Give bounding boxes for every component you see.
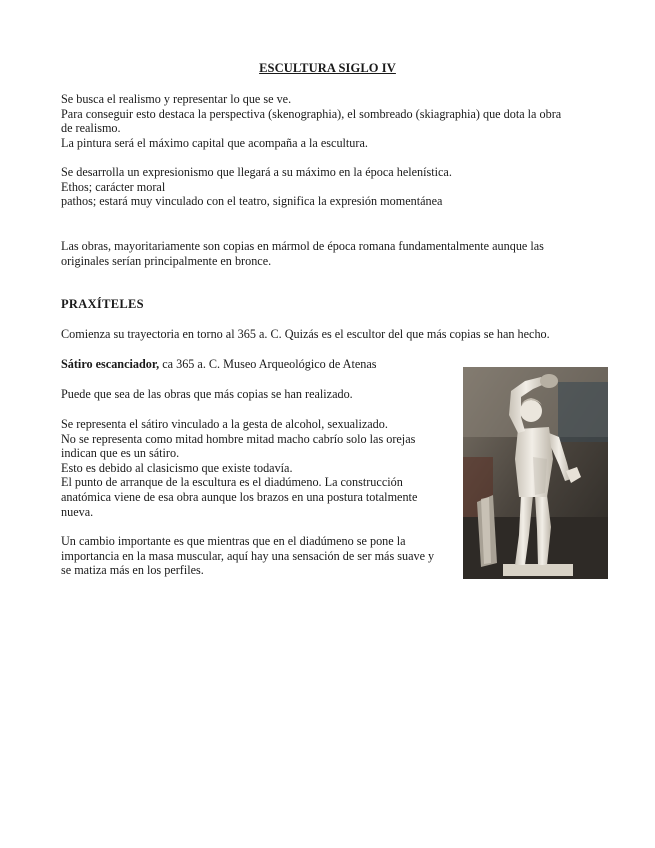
satyr-line: anatómica viene de esa obra aunque los brazos en una postura totalmente [61,489,418,504]
satyr-line: indican que es un sátiro. [61,446,180,461]
expression-paragraph [61,165,601,209]
copies-line: Las obras, mayoritariamente son copias en mármol de época romana fundamentalmente aunque las [61,239,544,253]
praxiteles-intro [61,327,601,342]
expression-line: pathos; estará muy vinculado con el teatro, significa la expresión momentánea [61,194,443,209]
expression-line: Se desarrolla un expresionismo que llegará a su máximo en la época helenística. [61,165,452,179]
copies-note-text: Puede que sea de las obras que más copias se han realizado. [61,387,353,401]
change-line: se matiza más en los perfiles. [61,563,204,578]
satyr-line: nueva. [61,504,94,519]
praxiteles-intro-text: Comienza su trayectoria en torno al 365 a. C. Quizás es el escultor del que más copias se han hecho. [61,327,550,341]
copies-line: originales serían principalmente en bronce. [61,253,272,268]
satyr-paragraph [61,417,461,519]
section-heading: PRAXÍTELES [61,297,144,311]
satyr-statue-photo [463,367,608,579]
change-line: importancia en la masa muscular, aquí hay una sensación de ser más suave y [61,548,435,563]
satyr-line: Esto es debido al clasicismo que existe todavía. [61,460,293,475]
change-paragraph [61,534,461,578]
work-name: Sátiro escanciador, [61,357,160,371]
document-title: ESCULTURA SIGLO IV [259,61,396,75]
intro-paragraph [61,92,601,150]
work-details: ca 365 a. C. Museo Arqueológico de Atenas [159,357,377,371]
change-line: Un cambio importante es que mientras que en el diadúmeno se pone la [61,534,406,548]
satyr-line: Se representa el sátiro vinculado a la gesta de alcohol, sexualizado. [61,417,388,431]
satyr-line: El punto de arranque de la escultura es el diadúmeno. La construcción [61,475,403,490]
intro-line: de realismo. [61,121,121,136]
intro-line: Se busca el realismo y representar lo que se ve. [61,92,292,106]
intro-line: Para conseguir esto destaca la perspectiva (skenographia), el sombreado (skiagraphia) que dota la obra [61,106,562,121]
copies-paragraph [61,239,601,268]
intro-line: La pintura será el máximo capital que acompaña a la escultura. [61,135,368,150]
satyr-line: No se representa como mitad hombre mitad macho cabrío solo las orejas [61,431,416,446]
expression-line: Ethos; carácter moral [61,179,166,194]
